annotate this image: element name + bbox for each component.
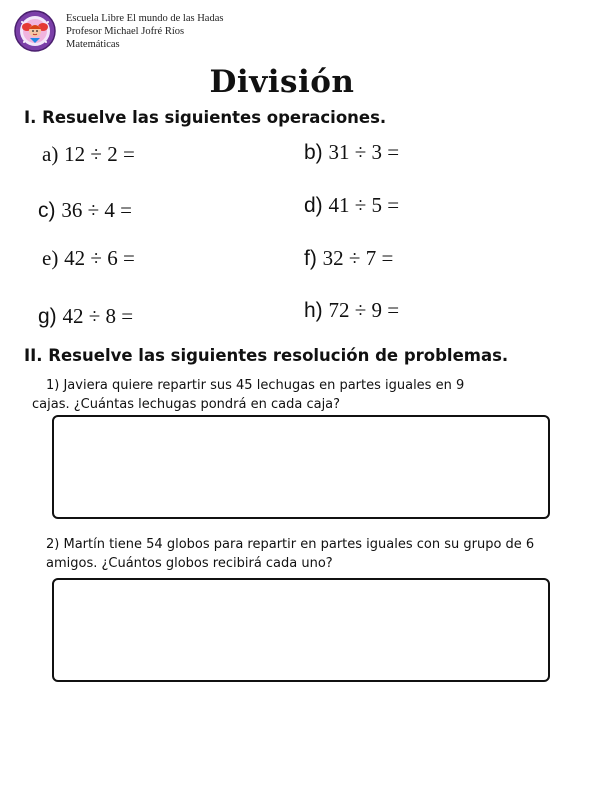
operation-expression: 42 ÷ 8 = (62, 304, 134, 328)
section-1-heading: I. Resuelve las siguientes operaciones. (24, 108, 387, 127)
operation-h (304, 298, 399, 323)
page-title: División (209, 64, 355, 100)
answer-box-2[interactable] (52, 578, 550, 682)
operation-a (42, 142, 135, 167)
operation-letter: b) (304, 141, 323, 164)
operation-g (38, 304, 133, 329)
operation-expression: 12 ÷ 2 = (64, 142, 135, 166)
operation-expression: 32 ÷ 7 = (322, 246, 394, 270)
operation-expression: 41 ÷ 5 = (328, 193, 400, 217)
operation-letter: d) (304, 194, 323, 217)
answer-box-1[interactable] (52, 415, 550, 519)
operation-letter: c) (38, 199, 56, 222)
operation-letter: e) (42, 246, 59, 270)
operation-e (42, 246, 135, 271)
subject-name: Matemáticas (66, 39, 120, 50)
operation-expression: 72 ÷ 9 = (328, 298, 400, 322)
school-name: Escuela Libre El mundo de las Hadas (66, 13, 224, 24)
operation-expression: 36 ÷ 4 = (61, 198, 132, 222)
problem-2-line-1: 2) Martín tiene 54 globos para repartir en partes iguales con su grupo de 6 (46, 537, 535, 552)
school-logo-icon (14, 10, 56, 52)
problem-1 (32, 376, 556, 414)
operation-d (304, 193, 399, 218)
problem-1-line-2: cajas. ¿Cuántas lechugas pondrá en cada caja? (32, 397, 341, 412)
operation-c (38, 198, 132, 223)
operation-expression: 31 ÷ 3 = (328, 140, 400, 164)
teacher-name: Profesor Michael Jofré Ríos (66, 26, 185, 37)
operation-letter: a) (42, 142, 59, 166)
operation-f (304, 246, 393, 271)
operation-letter: f) (304, 247, 317, 270)
section-2-heading: II. Resuelve las siguientes resolución de problemas. (24, 346, 509, 365)
operation-letter: g) (38, 305, 57, 328)
operation-expression: 42 ÷ 6 = (64, 246, 135, 270)
operation-letter: h) (304, 299, 323, 322)
problem-2-line-2: amigos. ¿Cuántos globos recibirá cada uno? (46, 556, 333, 571)
problem-2 (46, 535, 556, 573)
problem-1-line-1: 1) Javiera quiere repartir sus 45 lechugas en partes iguales en 9 (46, 378, 465, 393)
operation-b (304, 140, 399, 165)
header (66, 12, 223, 51)
